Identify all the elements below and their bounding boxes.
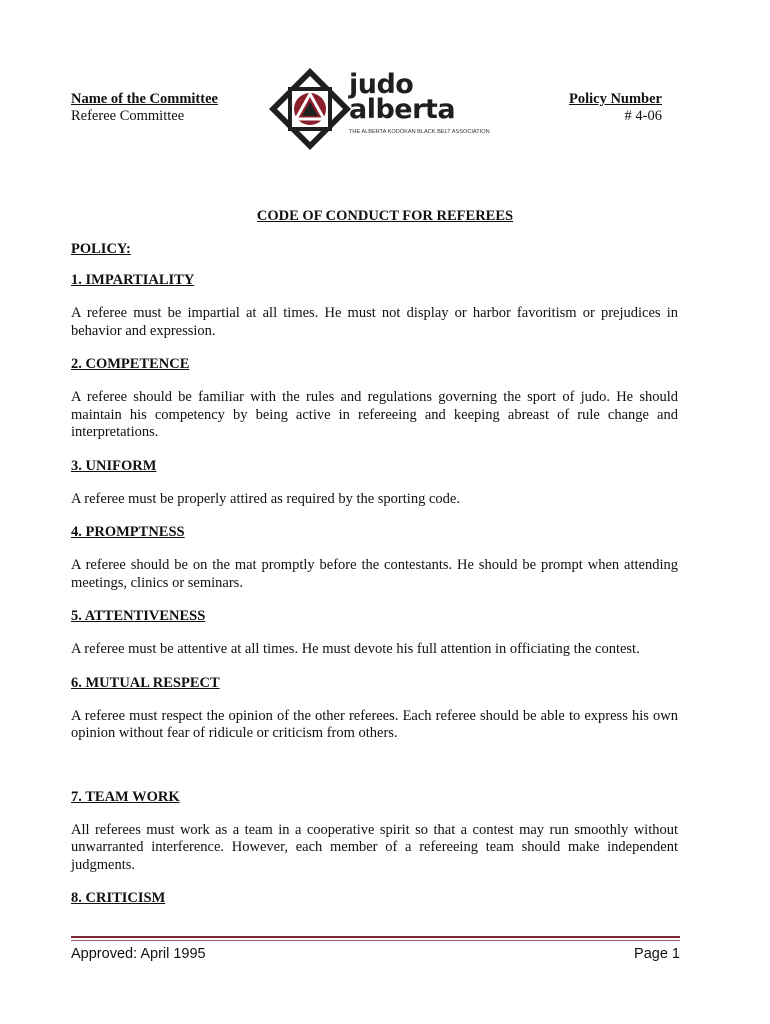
- section-competence: [71, 356, 678, 442]
- section-heading: 7. TEAM WORK: [71, 788, 180, 805]
- section-promptness: [71, 524, 678, 592]
- section-criticism: [71, 890, 678, 907]
- section-text: All referees must work as a team in a cooperative spirit so that a contest may run smoothly without unwarranted interference. However, each member of a refereeing team should make independent judgments.: [71, 821, 678, 873]
- brand-word-judo: judo: [349, 69, 414, 100]
- section-text: A referee must be properly attired as required by the sporting code.: [71, 490, 460, 507]
- committee-block: [71, 91, 218, 125]
- judo-alberta-emblem-icon: [268, 67, 352, 151]
- document-body: [71, 272, 678, 907]
- section-text: A referee must be impartial at all times. He must not display or harbor favoritism or prejudices in behavior and expression.: [71, 305, 678, 339]
- committee-label: Name of the Committee: [71, 91, 218, 107]
- section-text: A referee must be attentive at all times. He must devote his full attention in officiating the contest.: [71, 641, 640, 657]
- policy-number-value: # 4-06: [624, 108, 662, 124]
- section-uniform: [71, 458, 678, 509]
- section-mutual-respect: [71, 675, 678, 743]
- section-text: A referee should be familiar with the rules and regulations governing the sport of judo. He should maintain his competency by being active in refereeing and keeping abreast of rule change and interpretations.: [71, 389, 678, 440]
- section-team-work: [71, 789, 678, 875]
- footer-rule: [71, 936, 680, 938]
- section-heading: 8. CRITICISM: [71, 890, 166, 906]
- section-text: A referee should be on the mat promptly before the contestants. He should be prompt when attending meetings, clinics or seminars.: [71, 557, 678, 591]
- page-number: Page 1: [634, 946, 680, 962]
- section-attentiveness: [71, 608, 678, 659]
- section-impartiality: [71, 272, 678, 340]
- section-heading: 6. MUTUAL RESPECT: [71, 674, 220, 691]
- policy-heading: POLICY:: [71, 241, 131, 257]
- brand-word-alberta: alberta: [349, 94, 456, 125]
- brand-logotype: [349, 69, 490, 136]
- committee-value: Referee Committee: [71, 108, 185, 124]
- policy-number-label: Policy Number: [568, 91, 662, 107]
- section-heading: 2. COMPETENCE: [71, 356, 190, 372]
- document-title: CODE OF CONDUCT FOR REFEREES: [256, 208, 514, 224]
- approved-date: Approved: April 1995: [71, 946, 206, 962]
- brand-tagline: THE ALBERTA KODOKAN BLACK BELT ASSOCIATION: [349, 129, 490, 135]
- footer-rule-thin: [71, 940, 680, 941]
- section-heading: 3. UNIFORM: [71, 457, 157, 474]
- section-heading: 1. IMPARTIALITY: [71, 272, 195, 288]
- section-heading: 4. PROMPTNESS: [71, 524, 185, 540]
- section-heading: 5. ATTENTIVENESS: [71, 608, 206, 624]
- policy-number-block: [569, 91, 662, 125]
- section-text: A referee must respect the opinion of the other referees. Each referee should be able to express his own opinion without fear of ridicule or criticism from others.: [71, 707, 678, 741]
